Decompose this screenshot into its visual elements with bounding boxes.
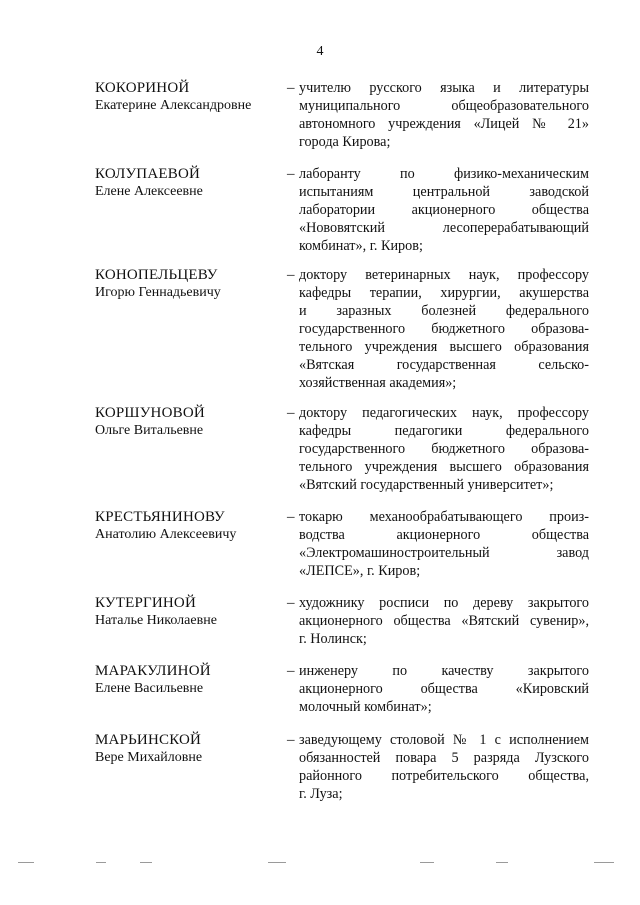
recipient-given-names: Игорю Геннадьевичу	[95, 285, 221, 300]
recipient-given-names: Анатолию Алексеевичу	[95, 527, 237, 542]
recipient-surname: КОЛУПАЕВОЙ	[95, 166, 201, 182]
scan-artifact	[496, 862, 508, 863]
recipient-name	[95, 266, 280, 302]
position-line: и заразных болезней федерального	[299, 303, 589, 319]
position-line: испытаниям центральной заводской	[299, 184, 589, 200]
position-line: государственного бюджетного образова-	[299, 441, 589, 457]
position-line: кафедры терапии, хирургии, акушерства	[299, 285, 589, 301]
scan-artifact	[140, 862, 152, 863]
recipient-surname: МАРАКУЛИНОЙ	[95, 663, 211, 679]
recipient-name	[95, 165, 280, 201]
recipient-name	[95, 79, 280, 115]
entry-dash: –	[287, 267, 295, 283]
position-line: доктору педагогических наук, профессору	[299, 405, 589, 421]
recipient-surname: КОНОПЕЛЬЦЕВУ	[95, 267, 218, 283]
scan-artifact	[268, 862, 286, 863]
position-line: г. Нолинск;	[299, 631, 367, 647]
recipient-position	[299, 404, 589, 494]
recipient-position	[299, 594, 589, 648]
position-line: инженеру по качеству закрытого	[299, 663, 589, 679]
entry-dash: –	[287, 663, 295, 679]
position-line: муниципального общеобразовательного	[299, 98, 589, 114]
recipient-position	[299, 731, 589, 803]
recipient-name	[95, 662, 280, 698]
position-line: доктору ветеринарных наук, профессору	[299, 267, 589, 283]
position-line: «Нововятский лесоперерабатывающий	[299, 220, 589, 236]
position-line: «Вятский государственный университет»;	[299, 477, 554, 493]
position-line: акционерного общества «Вятский сувенир»,	[299, 613, 589, 629]
scan-artifact	[420, 862, 434, 863]
position-line: комбинат», г. Киров;	[299, 238, 423, 254]
recipient-surname: КРЕСТЬЯНИНОВУ	[95, 509, 225, 525]
recipient-given-names: Наталье Николаевне	[95, 613, 217, 628]
position-line: «Вятская государственная сельско-	[299, 357, 589, 373]
position-line: обязанностей повара 5 разряда Лузского	[299, 750, 589, 766]
recipient-surname: КОРШУНОВОЙ	[95, 405, 205, 421]
recipient-name	[95, 404, 280, 440]
position-line: молочный комбинат»;	[299, 699, 432, 715]
position-line: автономного учреждения «Лицей № 21»	[299, 116, 589, 132]
recipient-position	[299, 79, 589, 151]
recipient-given-names: Елене Васильевне	[95, 681, 204, 696]
recipient-given-names: Екатерине Александровне	[95, 98, 252, 113]
position-line: хозяйственная академия»;	[299, 375, 457, 391]
position-line: кафедры педагогики федерального	[299, 423, 589, 439]
position-line: лаборатории акционерного общества	[299, 202, 589, 218]
position-line: районного потребительского общества,	[299, 768, 589, 784]
page-number: 4	[316, 44, 324, 59]
recipient-name	[95, 731, 280, 767]
scan-artifact	[18, 862, 34, 863]
recipient-surname: КОКОРИНОЙ	[95, 80, 190, 96]
position-line: учителю русского языка и литературы	[299, 80, 589, 96]
entry-dash: –	[287, 405, 295, 421]
recipient-position	[299, 662, 589, 716]
entry-dash: –	[287, 732, 295, 748]
position-line: водства акционерного общества	[299, 527, 589, 543]
entry-dash: –	[287, 509, 295, 525]
position-line: лаборанту по физико-механическим	[299, 166, 589, 182]
recipient-given-names: Вере Михайловне	[95, 750, 203, 765]
recipient-position	[299, 266, 589, 392]
recipient-position	[299, 508, 589, 580]
recipient-surname: МАРЬИНСКОЙ	[95, 732, 202, 748]
position-line: города Кирова;	[299, 134, 391, 150]
position-line: «Электромашиностроительный завод	[299, 545, 589, 561]
position-line: тельного учреждения высшего образования	[299, 459, 589, 475]
entry-dash: –	[287, 595, 295, 611]
recipient-given-names: Елене Алексеевне	[95, 184, 203, 199]
position-line: г. Луза;	[299, 786, 343, 802]
position-line: токарю механообрабатывающего произ-	[299, 509, 589, 525]
position-line: художнику росписи по дереву закрытого	[299, 595, 589, 611]
position-line: «ЛЕПСЕ», г. Киров;	[299, 563, 421, 579]
entry-dash: –	[287, 166, 295, 182]
position-line: акционерного общества «Кировский	[299, 681, 589, 697]
scan-artifact	[96, 862, 106, 863]
recipient-name	[95, 594, 280, 630]
recipient-position	[299, 165, 589, 255]
recipient-surname: КУТЕРГИНОЙ	[95, 595, 196, 611]
position-line: заведующему столовой № 1 с исполнением	[299, 732, 589, 748]
position-line: государственного бюджетного образова-	[299, 321, 589, 337]
entry-dash: –	[287, 80, 295, 96]
position-line: тельного учреждения высшего образования	[299, 339, 589, 355]
recipient-given-names: Ольге Витальевне	[95, 423, 204, 438]
scan-artifact	[594, 862, 614, 863]
recipient-name	[95, 508, 280, 544]
